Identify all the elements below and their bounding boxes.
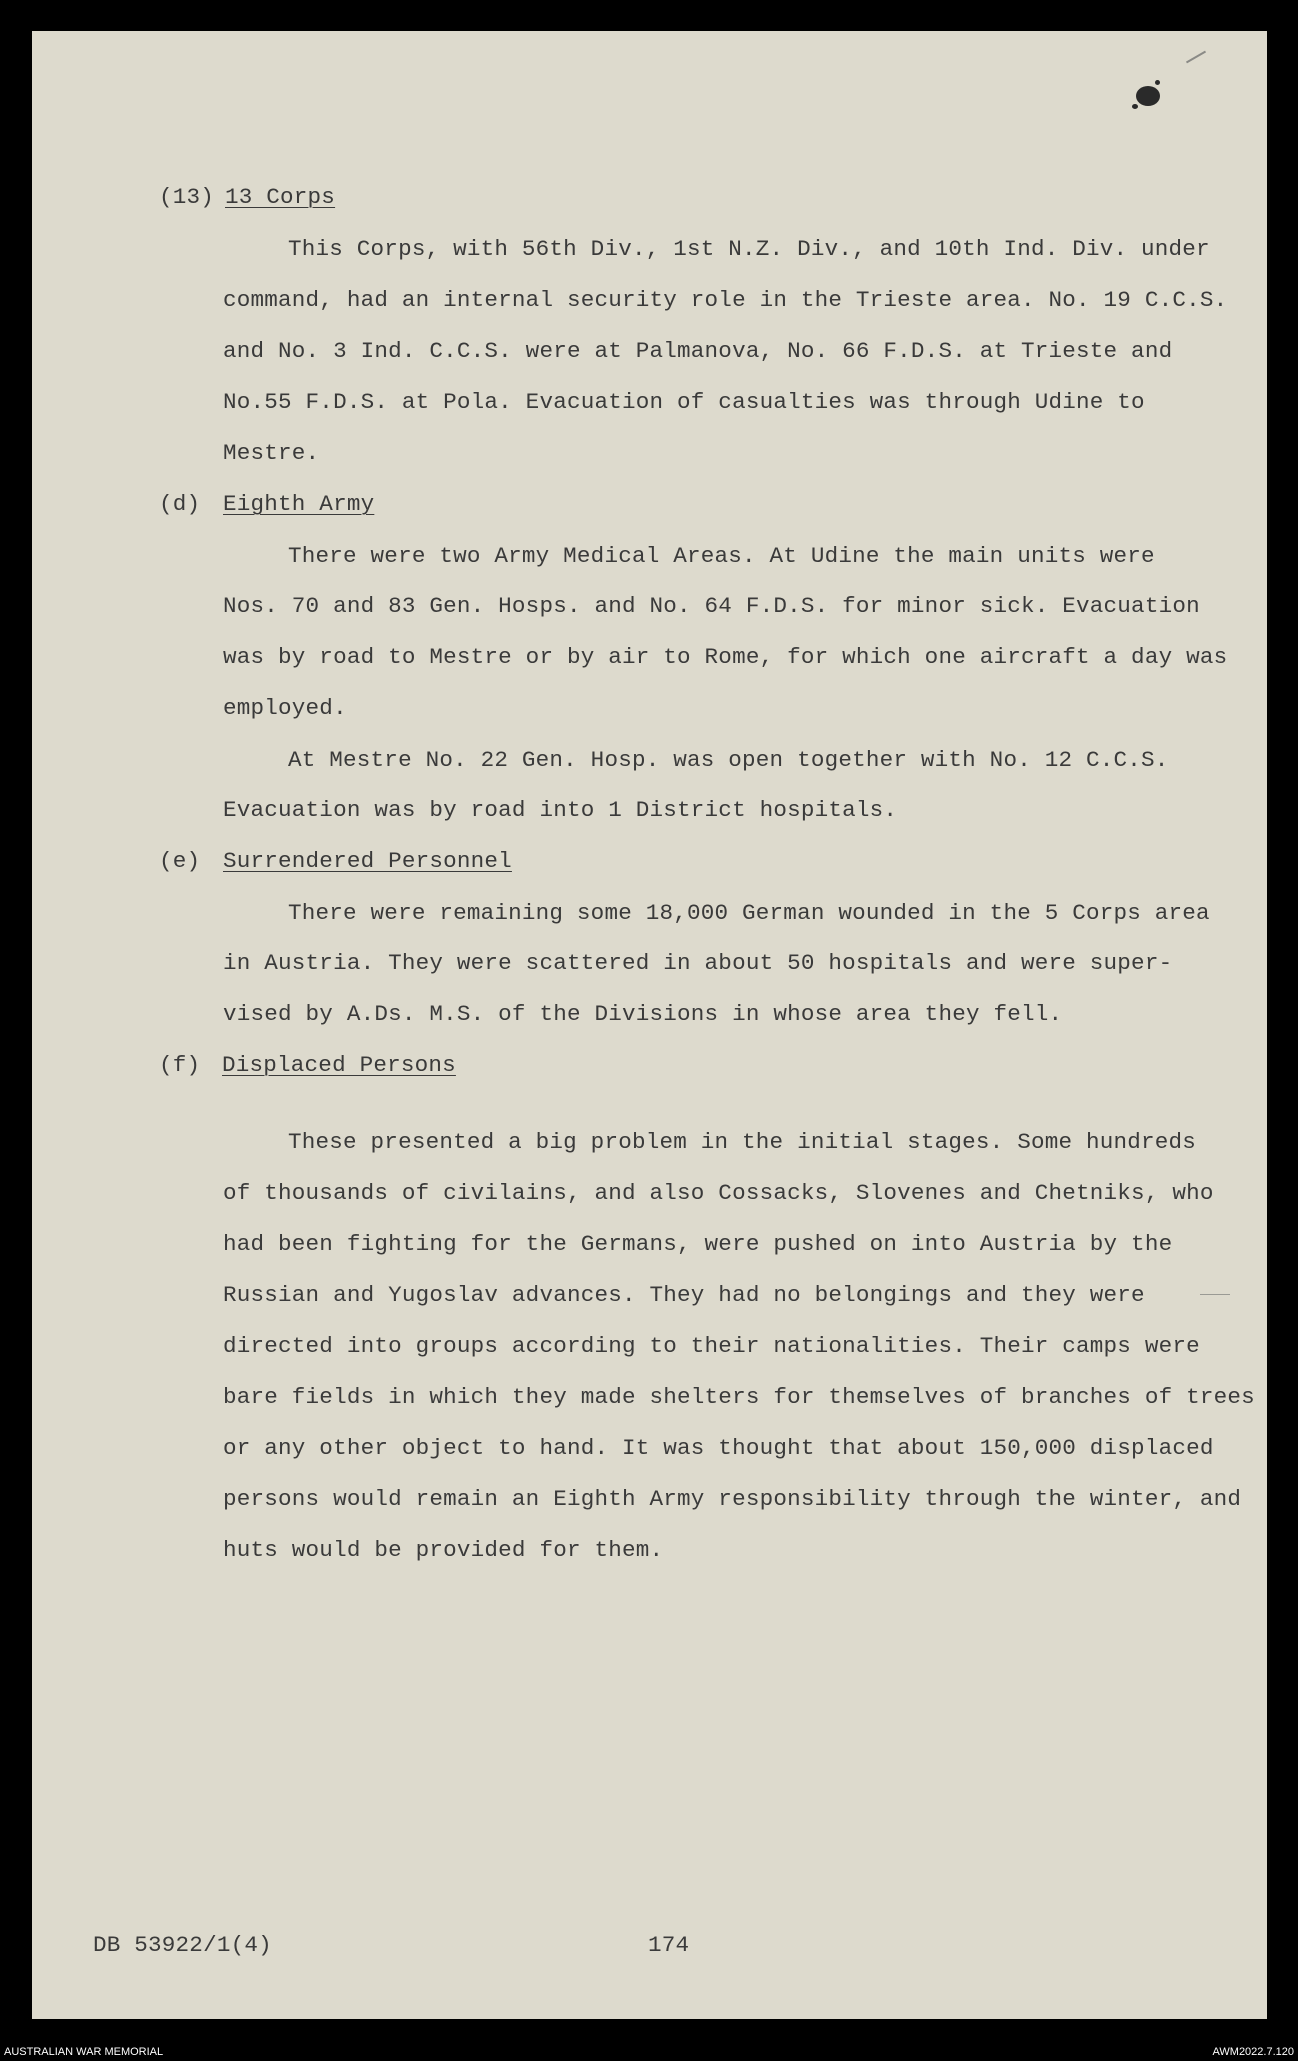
body-line: vised by A.Ds. M.S. of the Divisions in whose area they fell. bbox=[223, 1001, 1063, 1027]
document-reference: DB 53922/1(4) bbox=[93, 1932, 272, 1958]
body-line: huts would be provided for them. bbox=[223, 1537, 664, 1563]
body-line: Evacuation was by road into 1 District hospitals. bbox=[223, 797, 898, 823]
body-line: had been fighting for the Germans, were pushed on into Austria by the bbox=[223, 1231, 1173, 1257]
ink-stain bbox=[1136, 86, 1160, 106]
section-marker: (13) bbox=[159, 184, 215, 210]
body-line: directed into groups according to their nationalities. Their camps were bbox=[223, 1333, 1200, 1359]
section-marker: (f) bbox=[159, 1052, 201, 1078]
body-line: There were remaining some 18,000 German wounded in the 5 Corps area bbox=[288, 900, 1210, 926]
body-line: Mestre. bbox=[223, 440, 320, 466]
body-line: Russian and Yugoslav advances. They had no belongings and they were bbox=[223, 1282, 1145, 1308]
section-heading: Surrendered Personnel bbox=[223, 848, 512, 874]
footer-archive-name: AUSTRALIAN WAR MEMORIAL bbox=[4, 2046, 164, 2058]
section-heading: Eighth Army bbox=[223, 491, 375, 517]
body-line: No.55 F.D.S. at Pola. Evacuation of casualties was through Udine to bbox=[223, 389, 1145, 415]
ink-stain bbox=[1155, 80, 1160, 85]
body-line: This Corps, with 56th Div., 1st N.Z. Div., and 10th Ind. Div. under bbox=[288, 236, 1210, 262]
body-line: There were two Army Medical Areas. At Udine the main units were bbox=[288, 543, 1155, 569]
page-number: 174 bbox=[648, 1932, 690, 1958]
body-line: bare fields in which they made shelters for themselves of branches of trees bbox=[223, 1384, 1255, 1410]
paper-scratch bbox=[1200, 1294, 1230, 1295]
body-line: or any other object to hand. It was thought that about 150,000 displaced bbox=[223, 1435, 1214, 1461]
body-line: persons would remain an Eighth Army responsibility through the winter, and bbox=[223, 1486, 1242, 1512]
section-marker: (e) bbox=[159, 848, 201, 874]
body-line: of thousands of civilains, and also Cossacks, Slovenes and Chetniks, who bbox=[223, 1180, 1214, 1206]
body-line: and No. 3 Ind. C.C.S. were at Palmanova, No. 66 F.D.S. at Trieste and bbox=[223, 338, 1173, 364]
body-line: At Mestre No. 22 Gen. Hosp. was open together with No. 12 C.C.S. bbox=[288, 747, 1169, 773]
section-heading: 13 Corps bbox=[225, 184, 336, 210]
body-line: was by road to Mestre or by air to Rome, for which one aircraft a day was bbox=[223, 644, 1228, 670]
section-heading: Displaced Persons bbox=[222, 1052, 456, 1078]
body-line: employed. bbox=[223, 695, 347, 721]
body-line: in Austria. They were scattered in about 50 hospitals and were super- bbox=[223, 950, 1173, 976]
body-line: These presented a big problem in the initial stages. Some hundreds bbox=[288, 1129, 1197, 1155]
body-line: Nos. 70 and 83 Gen. Hosps. and No. 64 F.D.S. for minor sick. Evacuation bbox=[223, 593, 1200, 619]
body-line: command, had an internal security role in the Trieste area. No. 19 C.C.S. bbox=[223, 287, 1228, 313]
ink-stain bbox=[1132, 104, 1138, 109]
section-marker: (d) bbox=[159, 491, 201, 517]
footer-item-id: AWM2022.7.120 bbox=[1212, 2046, 1294, 2058]
